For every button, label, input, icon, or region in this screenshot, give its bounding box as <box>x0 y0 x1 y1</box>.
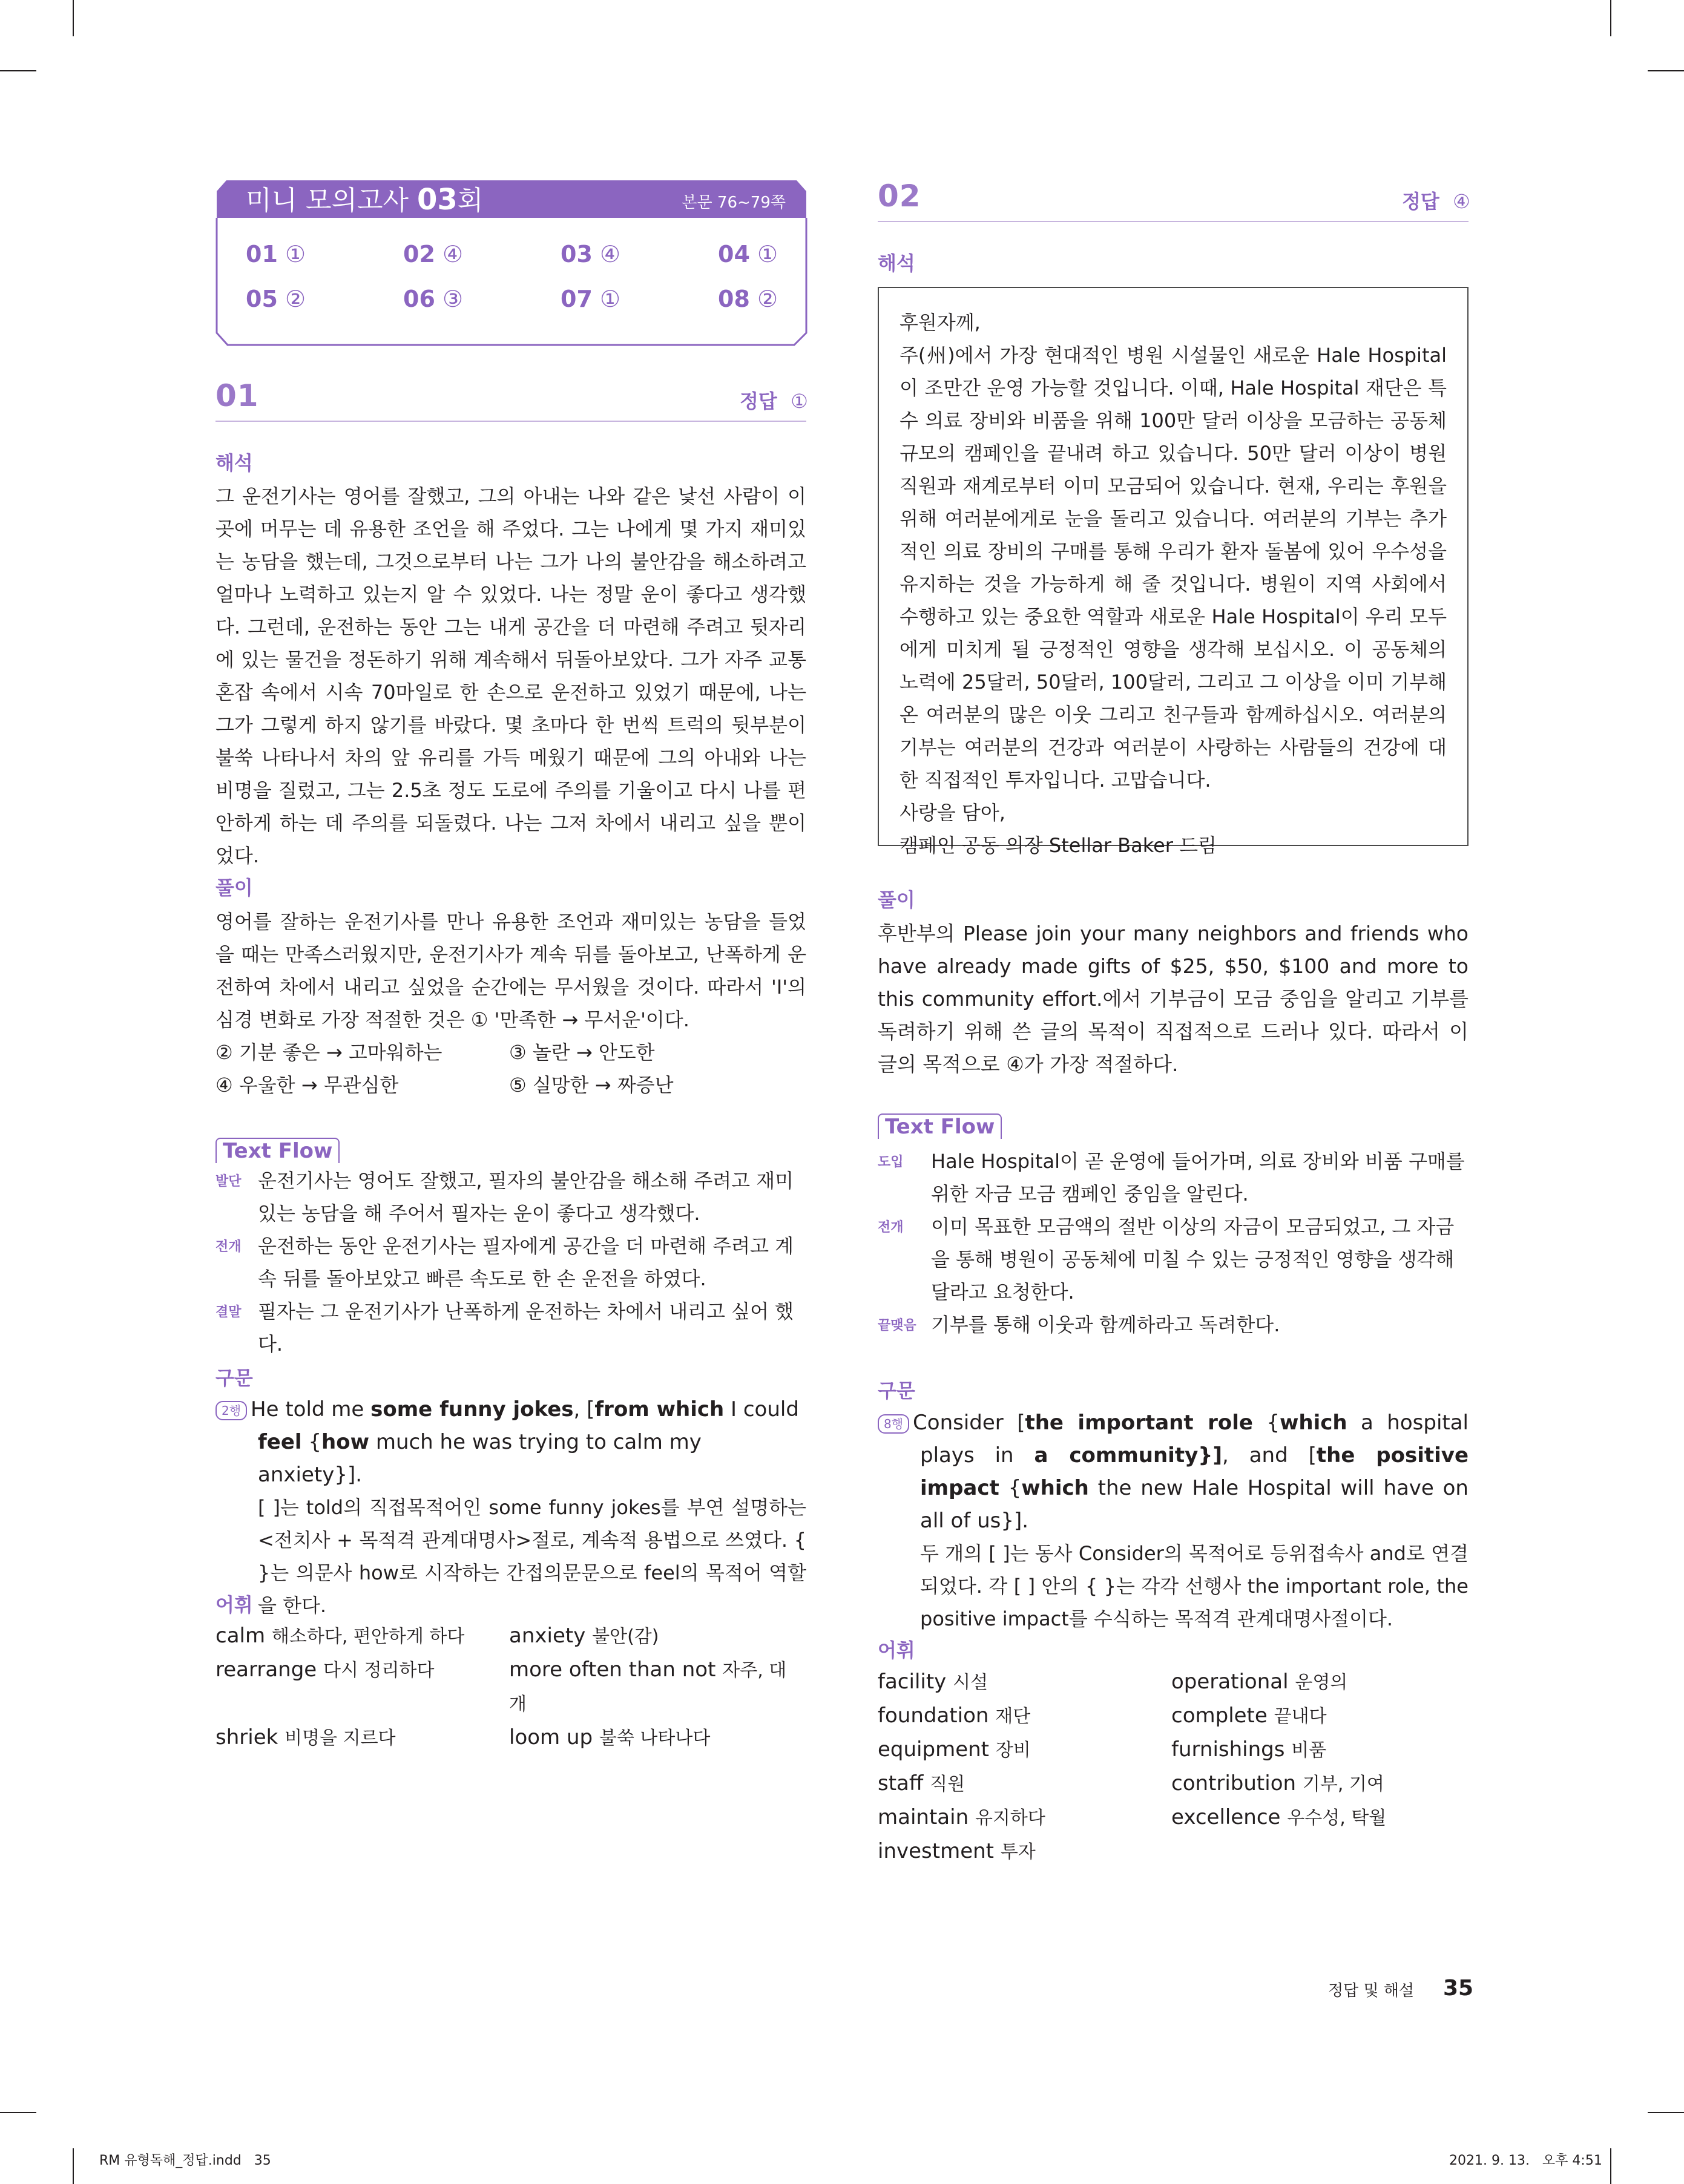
option-item: ⑤ 실망한 → 짜증난 <box>509 1074 674 1097</box>
text-flow-label: Text Flow <box>878 1113 1002 1139</box>
vocab-item: excellence 우수성, 탁월 <box>1171 1805 1387 1829</box>
vocab-item: staff 직원 <box>878 1771 965 1795</box>
footer-label: 정답 및 해설 <box>1328 1982 1415 2000</box>
answer-item: 05 ② <box>246 286 306 312</box>
answer-summary-box <box>215 179 807 346</box>
vocab-item: contribution 기부, 기여 <box>1171 1771 1384 1795</box>
grammar-block <box>215 1393 806 1622</box>
text-flow-item <box>215 1164 806 1230</box>
page-number: 35 <box>1443 1976 1474 2001</box>
vocab-item: complete 끝내다 <box>1171 1704 1327 1728</box>
text-flow-header <box>878 1113 1002 1139</box>
option-list <box>215 1036 806 1101</box>
vocab-item: facility 시설 <box>878 1670 988 1694</box>
text-flow-text: Hale Hospital이 곧 운영에 들어가며, 의료 장비와 비품 구매를 위한 자금 모금 캠페인 중임을 알린다. <box>931 1150 1465 1205</box>
question-number: 01 <box>215 378 259 413</box>
text-flow-list <box>215 1164 806 1360</box>
text-flow-text: 기부를 통해 이웃과 함께하라고 독려한다. <box>931 1313 1280 1336</box>
vocab-item: investment 투자 <box>878 1839 1036 1863</box>
answer-item: 03 ④ <box>561 241 621 267</box>
option-item: ② 기분 좋은 → 고마워하는 <box>215 1041 442 1064</box>
vocab-item: calm 해소하다, 편안하게 하다 <box>215 1624 465 1648</box>
solution-text: 후반부의 Please join your many neighbors and friends who have already made gifts of $25, $50, $100 and more to this community effort.에서 기부금이 모금 중임을 알리고 기부를 독려하기 위해 쓴 글의 목적이 직접적으로 드러나 있다. 따라서 이 글의 목적으로 ④가 가장 적절하다. <box>878 922 1469 1076</box>
text-flow-list <box>878 1145 1469 1341</box>
translation-text: 그 운전기사는 영어를 잘했고, 그의 아내는 나와 같은 낯선 사람이 이곳에 머무는 데 유용한 조언을 해 주었다. 그는 나에게 몇 가지 재미있는 농담을 했는데, 그것으로부터 나는 그가 나의 불안감을 해소하려고 얼마나 노력하고 있는지 알 수 있었다. 나는 정말 운이 좋다고 생각했다. 그런데, 운전하는 동안 그는 내게 공간을 더 마련해 주려고 뒷자리에 있는 물건을 정돈하기 위해 계속해서 뒤돌아보았다. 그가 자주 교통 혼잡 속에서 시속 70마일로 한 손으로 운전하고 있었기 때문에, 나는 그가 그렇게 하지 않기를 바랐다. 몇 초마다 한 번씩 트럭의 뒷부분이 불쑥 나타나서 차의 앞 유리를 가득 메웠기 때문에 그의 아내와 나는 비명을 질렀고, 그는 2.5초 정도 도로에 주의를 기울이고 다시 나를 편안하게 하는 데 주의를 되돌렸다. 나는 그저 차에서 내리고 싶을 뿐이었다. <box>215 485 806 867</box>
grammar-block <box>878 1406 1469 1635</box>
vocab-item: more often than not 자주, 대개 <box>509 1658 787 1715</box>
answer-item: 02 ④ <box>403 241 464 267</box>
section-solution: 풀이 <box>215 876 253 899</box>
crop-mark <box>73 0 74 36</box>
text-flow-tag: 끝맺음 <box>878 1318 916 1333</box>
crop-mark <box>1648 2112 1684 2113</box>
text-flow-text: 운전하는 동안 운전기사는 필자에게 공간을 더 마련해 주려고 계속 뒤를 돌아보았고 빠른 속도로 한 손 운전을 하였다. <box>258 1235 794 1290</box>
answer-label: 정답 ① <box>740 390 808 413</box>
vocab-item: foundation 재단 <box>878 1704 1031 1728</box>
line-tag: 8행 <box>878 1414 909 1434</box>
crop-mark <box>73 2148 74 2184</box>
section-grammar: 구문 <box>878 1379 915 1402</box>
section-solution: 풀이 <box>878 888 915 911</box>
crop-mark <box>1610 2148 1611 2184</box>
answer-item: 06 ③ <box>403 286 464 312</box>
vocab-item: operational 운영의 <box>1171 1670 1348 1694</box>
text-flow-text: 운전기사는 영어도 잘했고, 필자의 불안감을 해소해 주려고 재미있는 농담을 해 주어서 필자는 운이 좋다고 생각했다. <box>258 1169 794 1225</box>
crop-mark <box>0 70 36 71</box>
answer-item: 07 ① <box>561 286 621 312</box>
text-flow-tag: 전개 <box>215 1239 242 1254</box>
option-item: ④ 우울한 → 무관심한 <box>215 1074 399 1097</box>
slug-file: RM 유형독해_정답.indd 35 <box>99 2153 271 2168</box>
section-grammar: 구문 <box>215 1366 253 1389</box>
vocab-item: equipment 장비 <box>878 1737 1031 1762</box>
heading-rule <box>878 221 1469 222</box>
text-flow-item <box>878 1308 1469 1341</box>
text-flow-text: 필자는 그 운전기사가 난폭하게 운전하는 차에서 내리고 싶어 했다. <box>258 1300 794 1356</box>
section-translation: 해석 <box>215 451 253 474</box>
letter-salutation: 후원자께, <box>900 311 981 334</box>
grammar-sentence: 8행 Consider [the important role {which a hospital plays in a community}], and [the positive impact {which the new Hale Hospital will have on all of us}]. <box>878 1406 1469 1537</box>
crop-mark <box>1648 70 1684 71</box>
heading-rule <box>215 421 806 422</box>
vocab-item: anxiety 불안(감) <box>509 1624 659 1648</box>
letter-body: 주(州)에서 가장 현대적인 병원 시설물인 새로운 Hale Hospital이 조만간 운영 가능할 것입니다. 이때, Hale Hospital 재단은 특수 의료 장비와 비품을 위해 100만 달러 이상을 모금하는 공동체 규모의 캠페인을 끝내려 하고 있습니다. 50만 달러 이상이 병원 직원과 재계로부터 이미 모금되어 있습니다. 현재, 우리는 후원을 위해 여러분에게로 눈을 돌리고 있습니다. 여러분의 기부는 추가적인 의료 장비의 구매를 통해 우리가 환자 돌봄에 있어 우수성을 유지하는 것을 가능하게 해 줄 것입니다. 병원이 지역 사회에서 수행하고 있는 중요한 역할과 새로운 Hale Hospital이 우리 모두에게 미치게 될 긍정적인 영향을 생각해 보십시오. 이 공동체의 노력에 25달러, 50달러, 100달러, 그리고 그 이상을 이미 기부해 온 여러분의 많은 이웃 그리고 친구들과 함께하십시오. 여러분의 기부는 여러분의 건강과 여러분이 사랑하는 사람들의 건강에 대한 직접적인 투자입니다. 고맙습니다. <box>900 344 1447 792</box>
text-flow-item <box>215 1295 806 1360</box>
option-item: ③ 놀란 → 안도한 <box>509 1041 655 1064</box>
section-vocab: 어휘 <box>215 1593 253 1616</box>
solution-text: 영어를 잘하는 운전기사를 만나 유용한 조언과 재미있는 농담을 들었을 때는 만족스러웠지만, 운전기사가 계속 뒤를 돌아보고, 난폭하게 운전하여 차에서 내리고 싶었을 순간에는 무서웠을 것이다. 따라서 'I'의 심경 변화로 가장 적절한 것은 ① '만족한 → 무서운'이다. <box>215 910 806 1031</box>
crop-mark <box>0 2112 36 2113</box>
vocab-item: rearrange 다시 정리하다 <box>215 1658 435 1682</box>
text-flow-header <box>215 1138 340 1163</box>
question-number: 02 <box>878 179 921 214</box>
vocab-list <box>878 1665 1465 1869</box>
grammar-note: 두 개의 [ ]는 동사 Consider의 목적어로 등위접속사 and로 연결되었다. 각 [ ] 안의 { }는 각각 선행사 the important role, the positive impact를 수식하는 목적격 관계대명사절이다. <box>920 1542 1469 1630</box>
grammar-note: [ ]는 told의 직접목적어인 some funny jokes를 부연 설명하는 <전치사 + 목적격 관계대명사>절로, 계속적 용법으로 쓰였다. { }는 의문사 how로 시작하는 간접의문문으로 feel의 목적어 역할을 한다. <box>258 1496 806 1617</box>
crop-mark <box>1610 0 1611 36</box>
grammar-sentence: 2행 He told me some funny jokes, [from which I could feel {how much he was trying to calm my anxiety}]. <box>215 1393 806 1491</box>
text-flow-tag: 도입 <box>878 1155 904 1170</box>
text-flow-item <box>878 1145 1469 1210</box>
vocab-item: loom up 불쑥 나타나다 <box>509 1725 711 1749</box>
section-translation: 해석 <box>878 252 915 275</box>
letter-signature: 캠페인 공동 의장 Stellar Baker 드림 <box>900 834 1217 857</box>
text-flow-tag: 전개 <box>878 1220 904 1235</box>
line-tag: 2행 <box>215 1401 247 1420</box>
letter-closing: 사랑을 담아, <box>900 801 1005 824</box>
text-flow-tag: 결말 <box>215 1305 242 1320</box>
vocab-item: maintain 유지하다 <box>878 1805 1045 1829</box>
page-reference: 본문 76~79쪽 <box>682 194 786 212</box>
text-flow-item <box>215 1230 806 1295</box>
text-flow-text: 이미 목표한 모금액의 절반 이상의 자금이 모금되었고, 그 자금을 통해 병원이 공동체에 미칠 수 있는 긍정적인 영향을 생각해 달라고 요청한다. <box>931 1215 1455 1304</box>
answer-label: 정답 ④ <box>1402 190 1470 213</box>
answer-item: 01 ① <box>246 241 306 267</box>
letter-text <box>900 306 1447 862</box>
letter-box <box>878 287 1469 857</box>
answer-item: 08 ② <box>718 286 778 312</box>
vocab-list <box>215 1619 803 1755</box>
vocab-item: shriek 비명을 지르다 <box>215 1725 396 1749</box>
answer-item: 04 ① <box>718 241 778 267</box>
exam-title: 미니 모의고사 03회 <box>246 183 484 217</box>
text-flow-tag: 발단 <box>215 1174 242 1189</box>
slug-date: 2021. 9. 13. 오후 4:51 <box>1449 2153 1602 2168</box>
answer-grid <box>246 238 791 315</box>
vocab-item: furnishings 비품 <box>1171 1737 1327 1762</box>
text-flow-item <box>878 1210 1469 1308</box>
section-vocab: 어휘 <box>878 1639 915 1662</box>
text-flow-label: Text Flow <box>215 1138 340 1163</box>
